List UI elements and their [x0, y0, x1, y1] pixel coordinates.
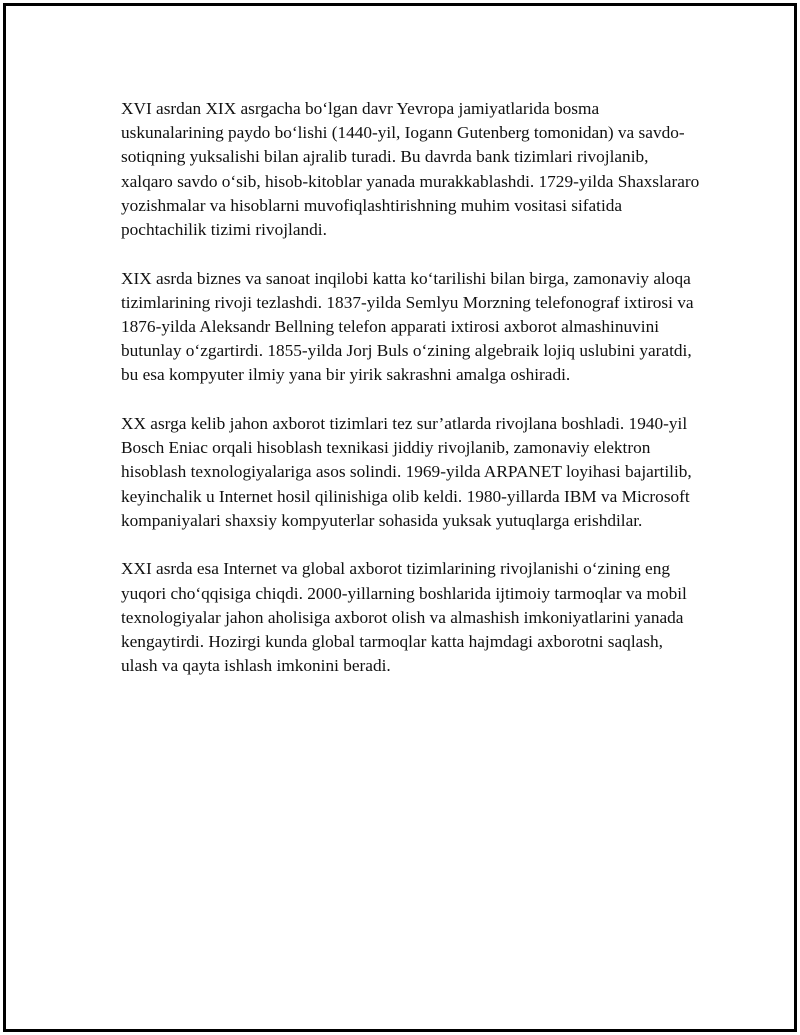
document-body: [121, 97, 701, 703]
page-border: [3, 3, 797, 1032]
paragraph-19th-century: XIX asrda biznes va sanoat inqilobi katta ko‘tarilishi bilan birga, zamonaviy aloqa tizimlarining rivoji tezlashdi. 1837-yilda Semlyu Morzning telefonograf ixtirosi va 1876-yilda Aleksandr Bellning telefon apparati ixtirosi axborot almashinuvini butunlay o‘zgartirdi. 1855-yilda Jorj Buls o‘zining algebraik lojiq uslubini yaratdi, bu esa kompyuter ilmiy yana bir yirik sakrashni amalga oshiradi.: [121, 268, 694, 385]
paragraph-20th-century: XX asrga kelib jahon axborot tizimlari tez sur’atlarda rivojlana boshladi. 1940-yil Bosch Eniac orqali hisoblash texnikasi jiddiy rivojlanib, zamonaviy elektron hisoblash texnologiyalariga asos solindi. 1969-yilda ARPANET loyihasi bajartilib, keyinchalik u Internet hosil qilinishiga olib keldi. 1980-yillarda IBM va Microsoft kompaniyalari shaxsiy kompyuterlar sohasida yuksak yutuqlarga erishdilar.: [121, 414, 692, 530]
paragraph-21st-century: XXI asrda esa Internet va global axborot tizimlarining rivojlanishi o‘zining eng yuqori cho‘qqisiga chiqdi. 2000-yillarning boshlarida ijtimoiy tarmoqlar va mobil texnologiyalar jahon aholisiga axborot olish va almashish imkoniyatlarini yanada kengaytirdi. Hozirgi kunda global tarmoqlar katta hajmdagi axborotni saqlash, ulash va qayta ishlash imkonini beradi.: [121, 559, 687, 676]
paragraph-16th-19th-century: XVI asrdan XIX asrgacha bo‘lgan davr Yevropa jamiyatlarida bosma uskunalarining paydo bo‘lishi (1440-yil, Iogann Gutenberg tomonidan) va savdo-sotiqning yuksalishi bilan ajralib turadi. Bu davrda bank tizimlari rivojlanib, xalqaro savdo o‘sib, hisob-kitoblar yanada murakkablashdi. 1729-yilda Shaxslararo yozishmalar va hisoblarni muvofiqlashtirishning muhim vositasi sifatida pochtachilik tizimi rivojlandi.: [121, 99, 700, 240]
